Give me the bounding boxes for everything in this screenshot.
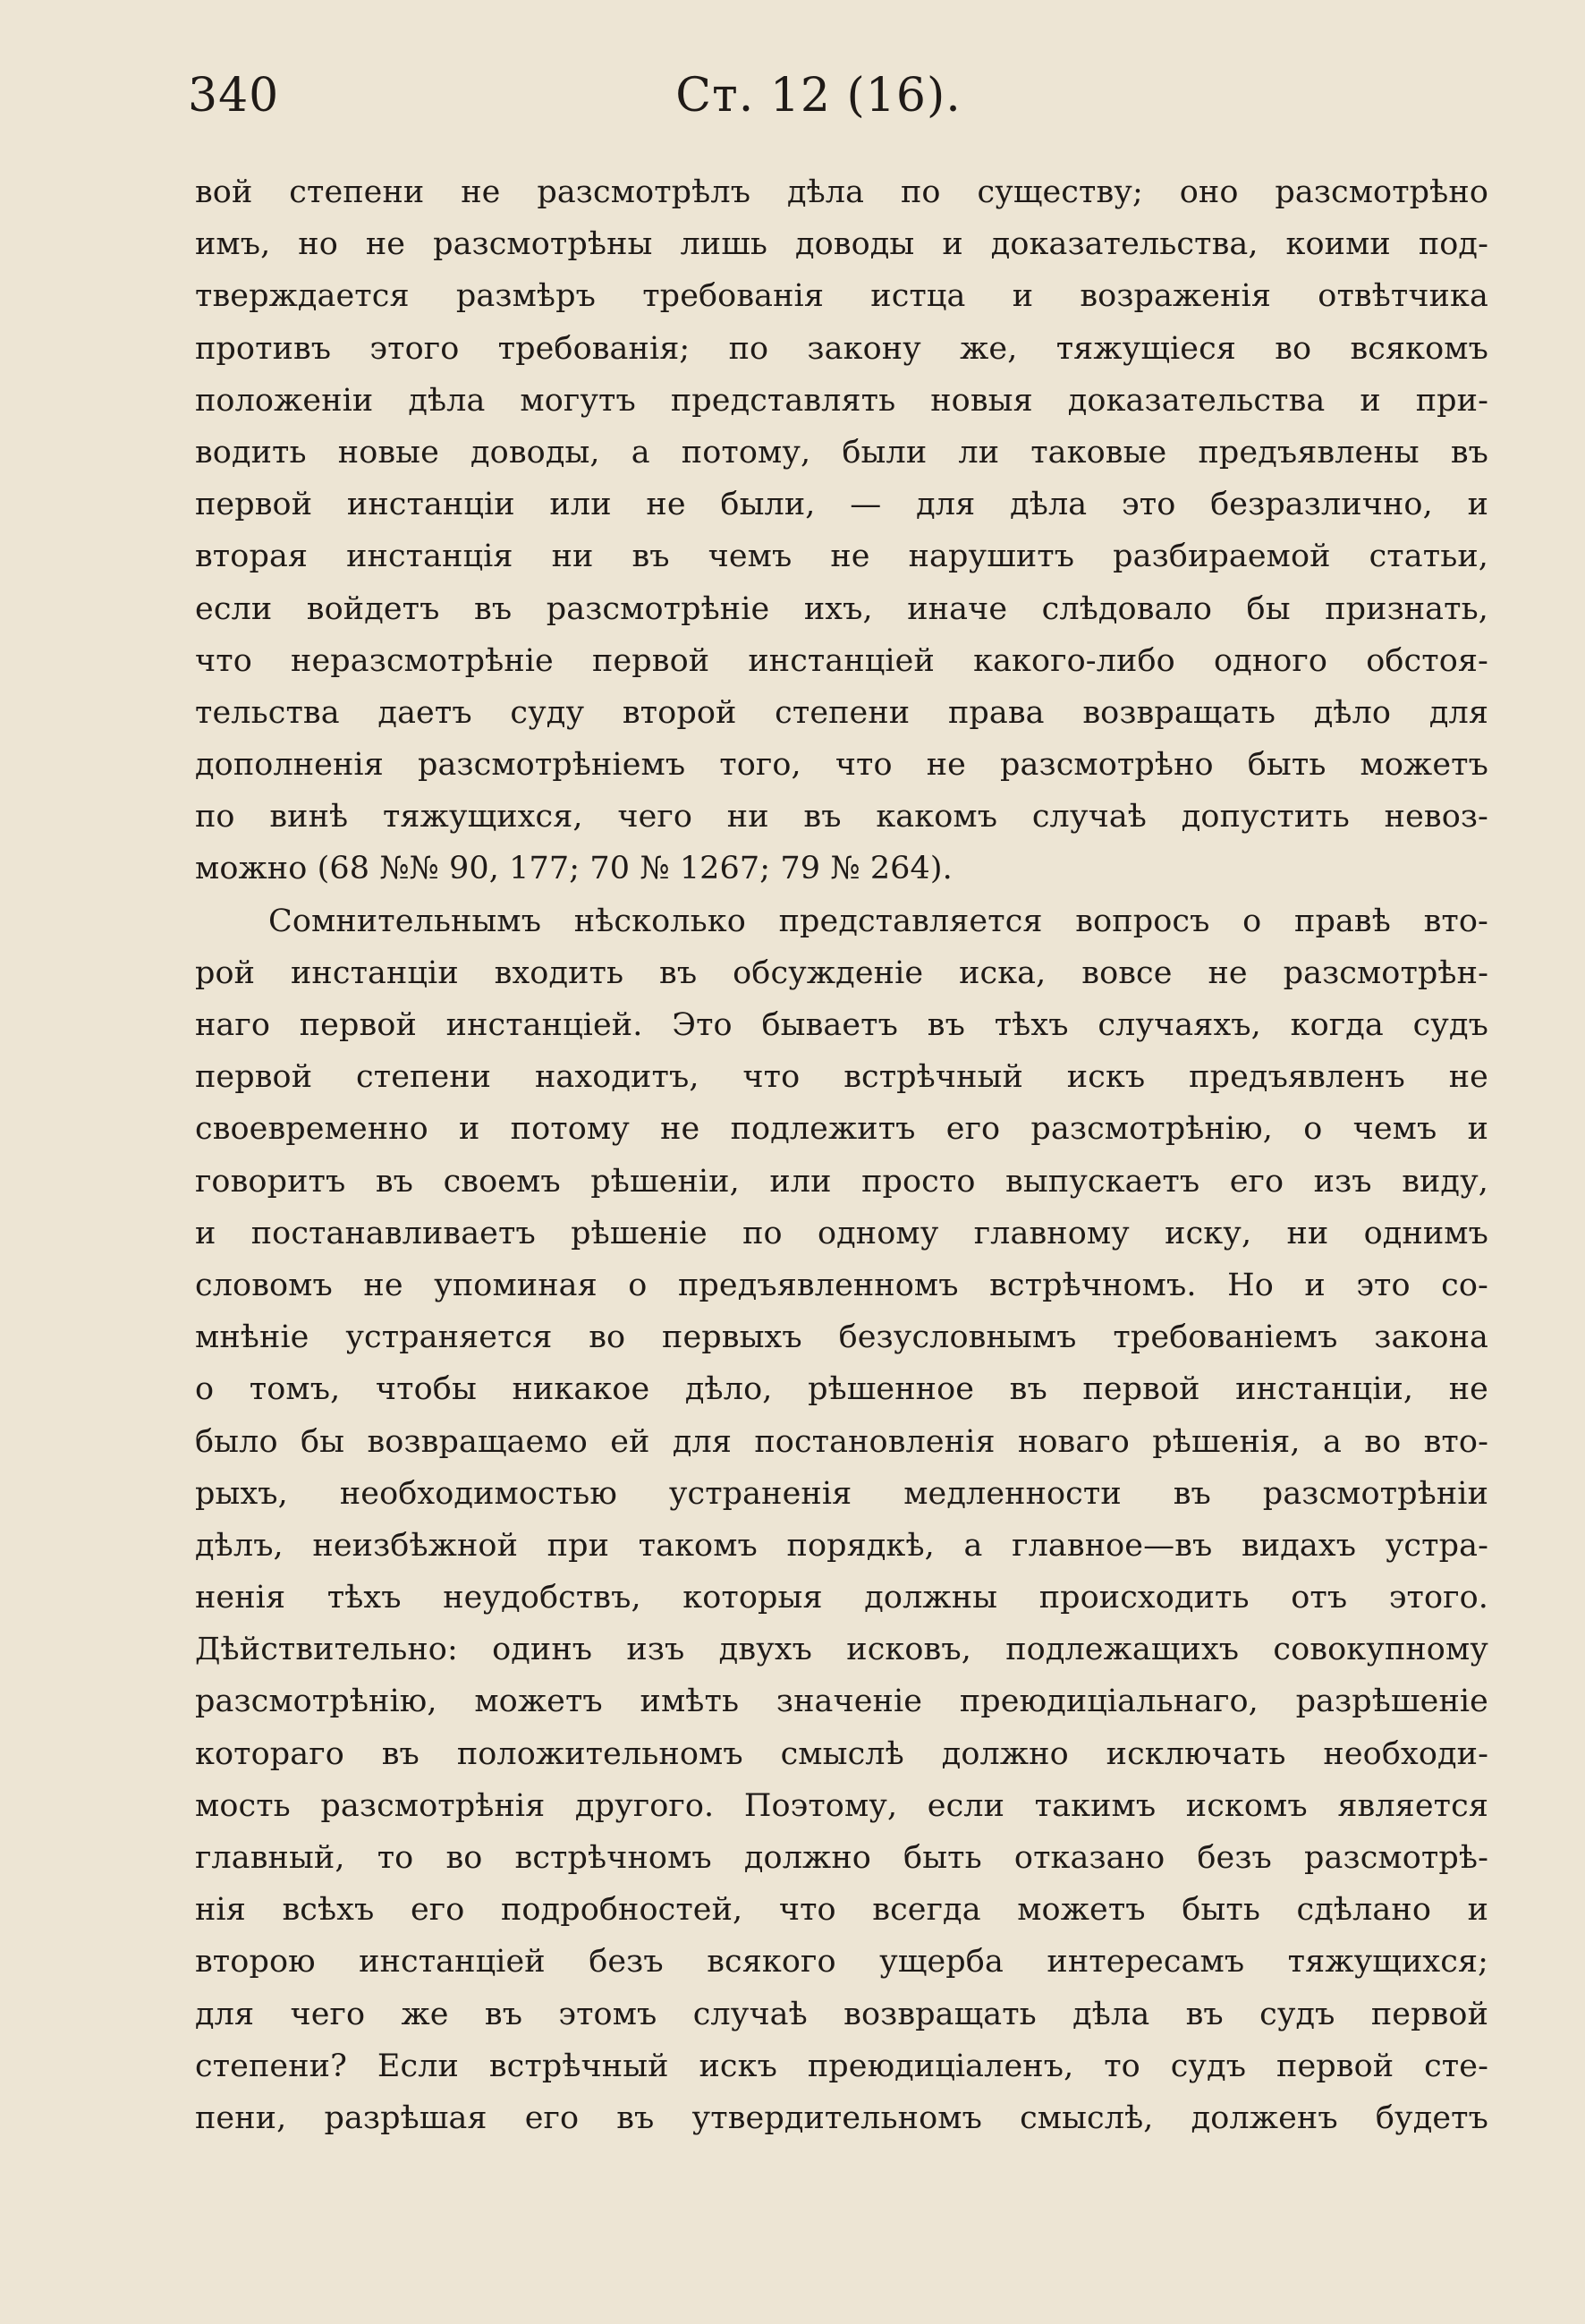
text-line: главный, то во встрѣчномъ должно быть отказано безъ разсмотрѣ- bbox=[195, 1840, 1488, 1876]
text-line: наго первой инстанціей. Это бываетъ въ тѣхъ случаяхъ, когда судъ bbox=[195, 1007, 1488, 1043]
text-line: говоритъ въ своемъ рѣшеніи, или просто выпускаетъ его изъ виду, bbox=[195, 1163, 1488, 1200]
text-line: мость разсмотрѣнія другого. Поэтому, если такимъ искомъ является bbox=[195, 1787, 1488, 1824]
text-line: тельства даетъ суду второй степени права возвращать дѣло для bbox=[195, 694, 1488, 731]
text-line: имъ, но не разсмотрѣны лишь доводы и доказательства, коими под- bbox=[195, 226, 1488, 263]
text-line: водить новые доводы, а потому, были ли таковые предъявлены въ bbox=[195, 434, 1488, 471]
text-line: Дѣйствительно: одинъ изъ двухъ исковъ, подлежащихъ совокупному bbox=[195, 1632, 1488, 1668]
text-line: и постанавливаетъ рѣшеніе по одному главному иску, ни однимъ bbox=[195, 1215, 1488, 1251]
text-line: дѣлъ, неизбѣжной при такомъ порядкѣ, а главное—въ видахъ устра- bbox=[195, 1527, 1488, 1564]
text-line: первой инстанціи или не были, — для дѣла это безразлично, и bbox=[195, 487, 1488, 523]
text-line: что неразсмотрѣніе первой инстанціей какого-либо одного обстоя- bbox=[195, 642, 1488, 679]
text-line: по винѣ тяжущихся, чего ни въ какомъ случаѣ допустить невоз- bbox=[195, 799, 1488, 835]
text-line: положеніи дѣла могутъ представлять новыя доказательства и при- bbox=[195, 382, 1488, 419]
text-line: вой степени не разсмотрѣлъ дѣла по существу; оно разсмотрѣно bbox=[195, 174, 1488, 210]
text-line: вторая инстанція ни въ чемъ не нарушитъ разбираемой статьи, bbox=[195, 539, 1488, 575]
text-line: своевременно и потому не подлежитъ его разсмотрѣнію, о чемъ и bbox=[195, 1111, 1488, 1148]
text-line: ненія тѣхъ неудобствъ, которыя должны происходить отъ этого. bbox=[195, 1580, 1488, 1616]
running-title: Ст. 12 (16). bbox=[675, 69, 962, 123]
text-line: Сомнительнымъ нѣсколько представляется вопросъ о правѣ вто- bbox=[268, 903, 1488, 939]
text-line: если войдетъ въ разсмотрѣніе ихъ, иначе слѣдовало бы признать, bbox=[195, 590, 1488, 627]
text-line: тверждается размѣръ требованія истца и возраженія отвѣтчика bbox=[195, 278, 1488, 315]
text-line: котораго въ положительномъ смыслѣ должно исключать необходи- bbox=[195, 1735, 1488, 1772]
text-line: для чего же въ этомъ случаѣ возвращать дѣла въ судъ первой bbox=[195, 1996, 1488, 2032]
text-line: дополненія разсмотрѣніемъ того, что не разсмотрѣно быть можетъ bbox=[195, 747, 1488, 784]
text-line: первой степени находитъ, что встрѣчный искъ предъявленъ не bbox=[195, 1059, 1488, 1096]
page-header bbox=[188, 64, 1449, 127]
page-number: 340 bbox=[188, 69, 280, 123]
body-text bbox=[195, 166, 1488, 2144]
text-line: пени, разрѣшая его въ утвердительномъ смыслѣ, долженъ будетъ bbox=[195, 2099, 1488, 2136]
text-line: степени? Если встрѣчный искъ преюдиціаленъ, то судъ первой сте- bbox=[195, 2048, 1488, 2084]
text-line: нія всѣхъ его подробностей, что всегда можетъ быть сдѣлано и bbox=[195, 1892, 1488, 1929]
text-line: рыхъ, необходимостью устраненія медленности въ разсмотрѣніи bbox=[195, 1475, 1488, 1512]
text-line: о томъ, чтобы никакое дѣло, рѣшенное въ первой инстанціи, не bbox=[195, 1371, 1488, 1408]
text-line: противъ этого требованія; по закону же, тяжущіеся во всякомъ bbox=[195, 330, 1488, 367]
text-line: второю инстанціей безъ всякого ущерба интересамъ тяжущихся; bbox=[195, 1944, 1488, 1980]
text-line: рой инстанціи входить въ обсужденіе иска, вовсе не разсмотрѣн- bbox=[195, 954, 1488, 991]
text-line: разсмотрѣнію, можетъ имѣть значеніе преюдиціальнаго, разрѣшеніе bbox=[195, 1684, 1488, 1720]
text-line: словомъ не упоминая о предъявленномъ встрѣчномъ. Но и это со- bbox=[195, 1267, 1488, 1303]
text-line: мнѣніе устраняется во первыхъ безусловнымъ требованіемъ закона bbox=[195, 1319, 1488, 1356]
text-line: было бы возвращаемо ей для постановленія новаго рѣшенія, а во вто- bbox=[195, 1423, 1488, 1460]
text-line: можно (68 №№ 90, 177; 70 № 1267; 79 № 264). bbox=[195, 851, 953, 887]
